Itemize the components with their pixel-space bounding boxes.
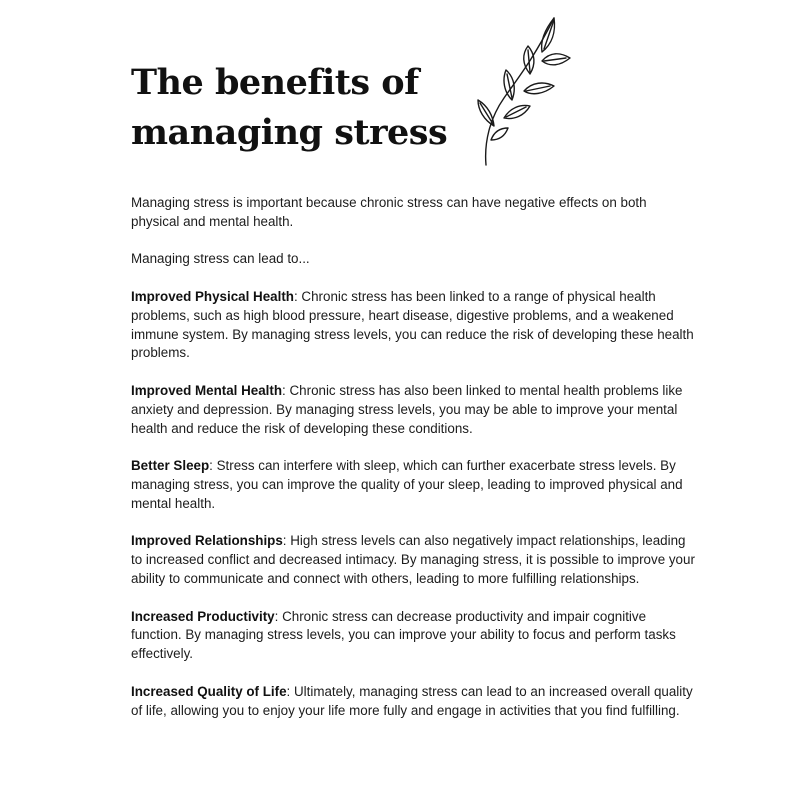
- title-line-2: managing stress: [131, 112, 448, 153]
- benefit-paragraph: [131, 532, 696, 588]
- benefit-text: : Chronic stress can decrease productivity and impair cognitive function. By managing stress levels, you can improve your ability to focus and perform tasks effectively.: [131, 608, 676, 662]
- benefit-heading: Improved Physical Health: [131, 288, 294, 304]
- benefit-text: : Chronic stress has been linked to a range of physical health problems, such as high blood pressure, heart disease, digestive problems, and a weakened immune system. By managing stress levels, you can reduce the risk of developing these health problems.: [131, 288, 694, 361]
- benefit-text: : High stress levels can also negatively impact relationships, leading to increased conflict and decreased intimacy. By managing stress, it is possible to improve your ability to communicate and connect with others, leading to more fulfilling relationships.: [131, 533, 695, 586]
- benefit-heading: Better Sleep: [131, 458, 210, 474]
- benefit-paragraph: [131, 608, 696, 664]
- benefit-text: : Stress can interfere with sleep, which can further exacerbate stress levels. By managing stress, you can improve the quality of your sleep, leading to improved physical and mental health.: [131, 458, 683, 511]
- benefit-heading: Increased Productivity: [131, 608, 275, 624]
- intro-paragraph: Managing stress is important because chronic stress can have negative effects on both physical and mental health.: [131, 195, 647, 229]
- benefit-heading: Improved Relationships: [131, 533, 283, 549]
- benefit-heading: Increased Quality of Life: [131, 683, 287, 699]
- lead-in-paragraph: Managing stress can lead to...: [131, 251, 310, 267]
- page-title: [131, 58, 447, 158]
- leaf-branch-icon: [460, 14, 580, 169]
- benefit-paragraph: [131, 382, 696, 438]
- benefit-text: : Chronic stress has also been linked to mental health problems like anxiety and depression. By managing stress levels, you may be able to improve your mental health and reduce the risk of developing these conditions.: [131, 382, 683, 436]
- benefit-heading: Improved Mental Health: [131, 382, 283, 398]
- article-body: [131, 194, 696, 739]
- title-line-1: The benefits of: [131, 62, 419, 103]
- benefit-paragraph: [131, 288, 696, 363]
- benefit-text: : Ultimately, managing stress can lead to an increased overall quality of life, allowing you to enjoy your life more fully and engage in activities that you find fulfilling.: [131, 683, 693, 718]
- benefit-paragraph: [131, 683, 696, 721]
- benefit-paragraph: [131, 457, 696, 513]
